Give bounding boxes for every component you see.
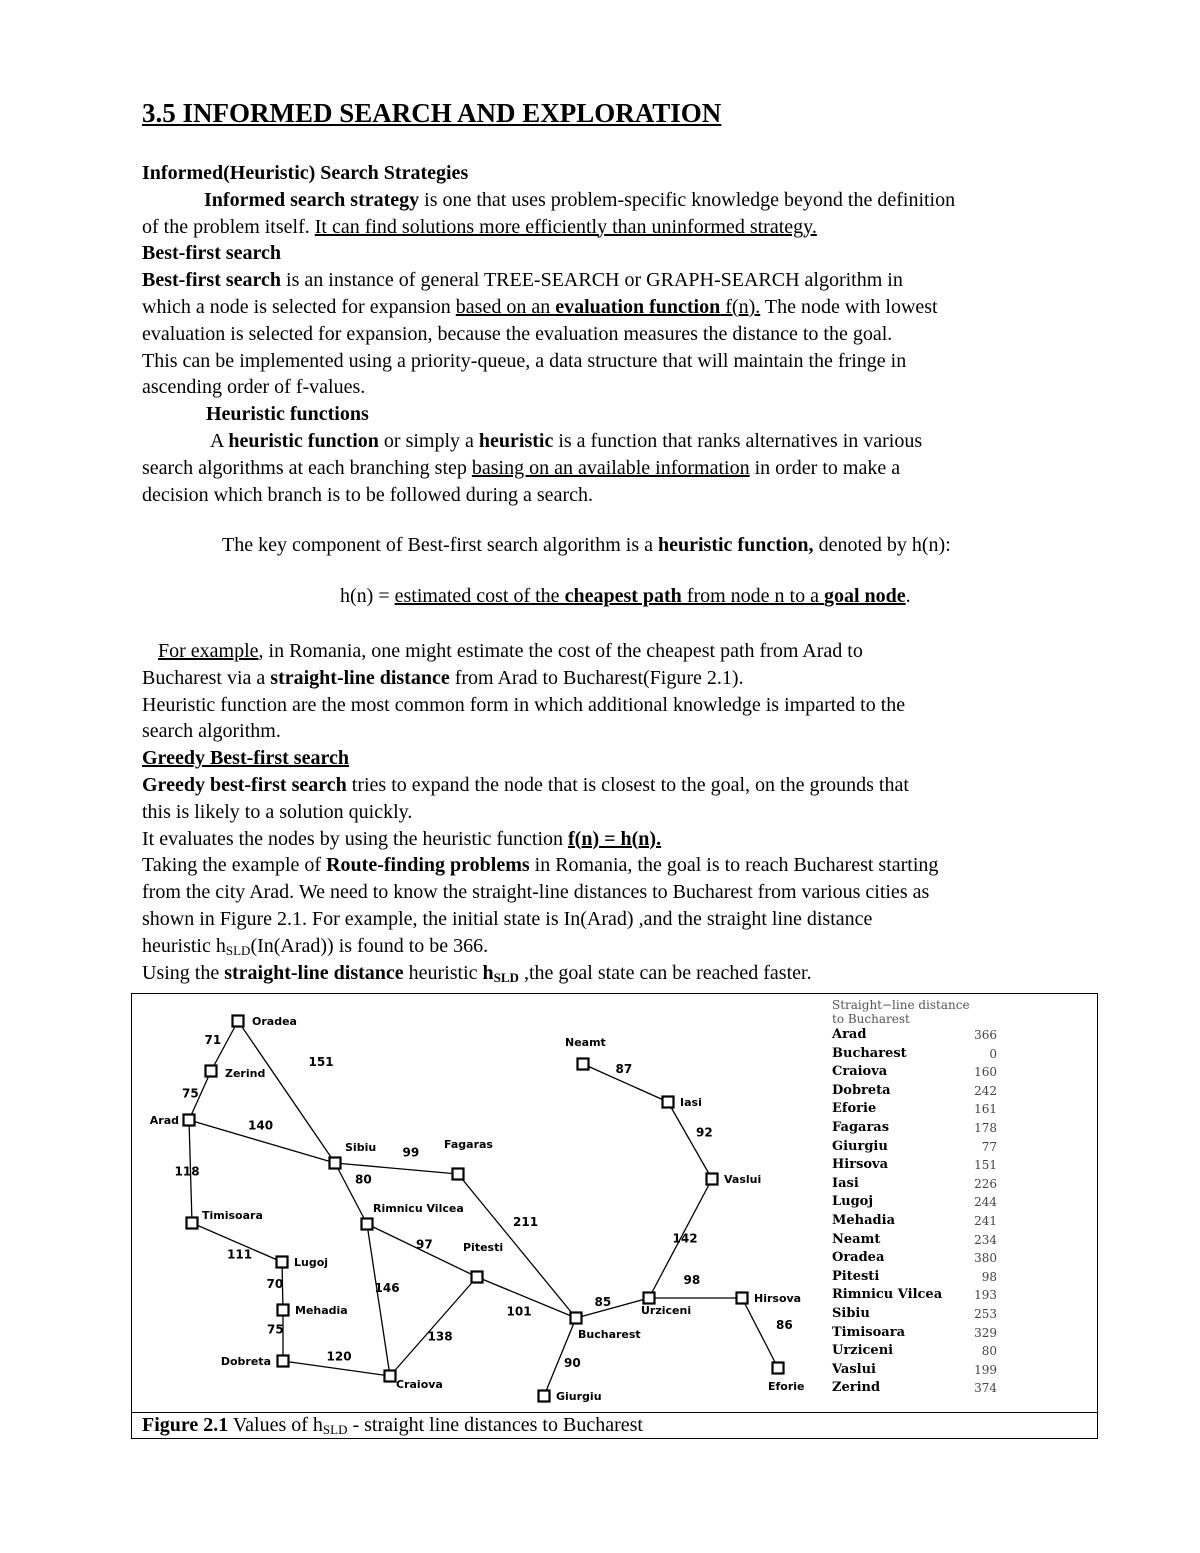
sld-city: Timisoara bbox=[832, 1324, 905, 1340]
road-distance-label: 97 bbox=[416, 1237, 433, 1252]
city-node bbox=[453, 1169, 464, 1180]
sld-city: Eforie bbox=[832, 1101, 877, 1117]
sld-table-header: to Bucharest bbox=[832, 1012, 910, 1026]
informed-search-term: Informed search strategy bbox=[204, 188, 420, 211]
sld-row bbox=[832, 1063, 997, 1082]
map-road bbox=[668, 1102, 712, 1179]
sld-city: Pitesti bbox=[832, 1268, 880, 1284]
underlined-text: basing on an available information bbox=[471, 456, 750, 479]
paragraph-text: The node with lowest bbox=[760, 295, 938, 318]
paragraph-text: The key component of Best-first search algorithm is a bbox=[222, 534, 658, 557]
sld-value: 241 bbox=[974, 1213, 997, 1228]
paragraph-text: This can be implemented using a priority-queue, a data structure that will maintain the fringe in bbox=[142, 349, 907, 372]
road-distance-label: 71 bbox=[204, 1033, 222, 1047]
sld-city: Rimnicu Vilcea bbox=[832, 1287, 943, 1303]
paragraph-text: (In(Arad)) is found to be 366. bbox=[250, 934, 489, 957]
paragraph-text: is an instance of general TREE-SEARCH or GRAPH-SEARCH algorithm in bbox=[281, 269, 903, 292]
evaluation-function-term: evaluation function bbox=[555, 295, 721, 318]
city-node bbox=[385, 1371, 396, 1382]
sld-value: 253 bbox=[974, 1306, 997, 1321]
sld-value: 178 bbox=[974, 1120, 997, 1135]
paragraph-text: is a function that ranks alternatives in various bbox=[553, 429, 923, 452]
heuristic-function-term: heuristic function, bbox=[658, 534, 814, 557]
road-distance-label: 87 bbox=[615, 1062, 633, 1076]
city-node bbox=[184, 1115, 195, 1126]
caption-text: Values of h bbox=[228, 1414, 323, 1436]
sld-value: 0 bbox=[989, 1046, 997, 1061]
sld-city: Craiova bbox=[832, 1064, 888, 1080]
road-distance-label: 146 bbox=[374, 1281, 400, 1295]
city-node bbox=[539, 1391, 550, 1402]
paragraph-text: from Arad to Bucharest(Figure 2.1). bbox=[449, 666, 744, 689]
sld-value: 160 bbox=[974, 1065, 997, 1080]
paragraph-text: A bbox=[210, 429, 229, 452]
sld-row bbox=[832, 1175, 997, 1194]
underlined-text: f(n). bbox=[720, 295, 761, 318]
city-label: Fagaras bbox=[444, 1138, 493, 1151]
paragraph-text: denoted by h(n): bbox=[813, 534, 951, 557]
city-label: Oradea bbox=[252, 1015, 297, 1028]
road-distance-label: 142 bbox=[672, 1231, 698, 1246]
road-distance-label: 75 bbox=[267, 1322, 284, 1337]
hsld-term: h bbox=[482, 961, 494, 984]
heuristic-term: heuristic bbox=[478, 429, 554, 452]
city-label: Bucharest bbox=[578, 1328, 641, 1341]
city-node bbox=[571, 1313, 582, 1324]
sld-row bbox=[832, 1231, 997, 1250]
paragraph-text: ,the goal state can be reached faster. bbox=[518, 961, 812, 984]
sld-city: Vaslui bbox=[832, 1361, 876, 1377]
city-label: Giurgiu bbox=[556, 1390, 602, 1403]
city-label: Arad bbox=[149, 1114, 179, 1127]
page-title: 3.5 INFORMED SEARCH AND EXPLORATION bbox=[142, 98, 722, 128]
sld-row bbox=[832, 1286, 997, 1305]
road-distance-label: 98 bbox=[683, 1273, 701, 1287]
paragraph-text: Taking the example of bbox=[142, 854, 327, 877]
sld-city: Bucharest bbox=[832, 1045, 907, 1061]
city-label: Iasi bbox=[680, 1096, 702, 1109]
subscript: SLD bbox=[493, 969, 519, 985]
paragraph-text: , in Romania, one might estimate the cost of the cheapest path from Arad to bbox=[258, 639, 863, 662]
sld-value: 329 bbox=[974, 1325, 997, 1340]
underlined-text: based on an bbox=[455, 295, 556, 318]
city-label: Lugoj bbox=[294, 1256, 329, 1269]
city-node bbox=[737, 1293, 748, 1304]
heuristic-heading: Heuristic functions bbox=[206, 403, 369, 426]
sld-value: 193 bbox=[974, 1288, 997, 1303]
city-label: Mehadia bbox=[295, 1304, 348, 1317]
road-distance-label: 138 bbox=[427, 1329, 453, 1344]
sld-value: 77 bbox=[981, 1139, 997, 1154]
city-label: Timisoara bbox=[202, 1209, 263, 1222]
city-node bbox=[644, 1293, 655, 1304]
sld-row bbox=[832, 1082, 997, 1101]
paragraph-text: or simply a bbox=[378, 429, 479, 452]
city-label: Dobreta bbox=[220, 1355, 271, 1368]
city-label: Sibiu bbox=[345, 1141, 377, 1154]
road-distance-label: 140 bbox=[248, 1118, 274, 1133]
city-label: Urziceni bbox=[641, 1304, 692, 1317]
city-label: Neamt bbox=[565, 1036, 606, 1049]
city-node bbox=[277, 1257, 288, 1268]
road-distance-label: 75 bbox=[182, 1086, 199, 1101]
sld-value: 366 bbox=[974, 1028, 997, 1042]
city-label: Hirsova bbox=[754, 1292, 802, 1305]
paragraph-text: from the city Arad. We need to know the straight-line distances to Bucharest from various cities as bbox=[142, 881, 930, 904]
paragraph-text: ascending order of f-values. bbox=[142, 376, 366, 399]
sld-row bbox=[832, 1342, 997, 1361]
formula-bold: goal node bbox=[823, 585, 906, 608]
city-node bbox=[663, 1097, 674, 1108]
greedy-heading: Greedy Best-first search bbox=[142, 747, 349, 770]
sld-value: 380 bbox=[974, 1251, 997, 1266]
city-node bbox=[362, 1219, 373, 1230]
road-distance-label: 118 bbox=[174, 1164, 200, 1179]
sld-row bbox=[832, 1249, 997, 1268]
caption-text: - straight line distances to Bucharest bbox=[347, 1414, 643, 1436]
road-distance-label: 111 bbox=[227, 1247, 253, 1262]
underlined-text: For example bbox=[158, 639, 259, 662]
sld-city: Urziceni bbox=[832, 1343, 894, 1359]
city-node bbox=[206, 1066, 217, 1077]
city-label: Vaslui bbox=[724, 1173, 762, 1186]
sld-row bbox=[832, 1138, 997, 1157]
city-node bbox=[707, 1174, 718, 1185]
sld-city: Iasi bbox=[832, 1175, 859, 1191]
map-road bbox=[742, 1298, 778, 1368]
sld-value: 226 bbox=[974, 1176, 997, 1191]
paragraph-text: Using the bbox=[142, 961, 225, 984]
sld-city: Hirsova bbox=[832, 1157, 889, 1173]
paragraph-text: Bucharest via a bbox=[142, 666, 271, 689]
subscript: SLD bbox=[225, 942, 251, 958]
paragraph-text: heuristic h bbox=[142, 934, 226, 957]
paragraph-text: which a node is selected for expansion bbox=[142, 295, 456, 318]
bfs-heading: Best-first search bbox=[142, 242, 282, 265]
road-distance-label: 151 bbox=[308, 1055, 334, 1069]
sld-row bbox=[832, 1379, 997, 1398]
formula-text: from node n to a bbox=[681, 585, 824, 608]
sld-term: straight-line distance bbox=[270, 666, 450, 689]
document-body bbox=[142, 160, 1082, 986]
city-node bbox=[330, 1158, 341, 1169]
sld-table-header: Straight−line distance bbox=[832, 998, 970, 1012]
formula-bold: cheapest path bbox=[564, 585, 682, 608]
paragraph-text: is one that uses problem-specific knowledge beyond the definition bbox=[419, 188, 956, 211]
city-label: Craiova bbox=[396, 1378, 443, 1391]
road-distance-label: 86 bbox=[776, 1318, 793, 1332]
sld-city: Dobreta bbox=[832, 1082, 891, 1098]
formula-text: . bbox=[905, 585, 911, 608]
road-distance-label: 211 bbox=[513, 1215, 539, 1229]
city-label: Eforie bbox=[768, 1380, 805, 1393]
paragraph-text: tries to expand the node that is closest to the goal, on the grounds that bbox=[346, 773, 909, 796]
city-label: Rimnicu Vilcea bbox=[373, 1202, 464, 1215]
sld-row bbox=[832, 1193, 997, 1212]
sld-row bbox=[832, 1268, 997, 1287]
road-distance-label: 80 bbox=[355, 1172, 372, 1187]
sld-row bbox=[832, 1045, 997, 1064]
sld-city: Neamt bbox=[832, 1231, 881, 1247]
sld-city: Oradea bbox=[832, 1250, 885, 1266]
road-distance-label: 70 bbox=[266, 1277, 284, 1291]
map-road bbox=[390, 1277, 477, 1376]
city-node bbox=[472, 1272, 483, 1283]
subscript: SLD bbox=[322, 1422, 348, 1437]
map-road bbox=[367, 1224, 390, 1376]
map-road bbox=[335, 1163, 458, 1174]
road-distance-label: 92 bbox=[696, 1125, 713, 1140]
paragraph-text: in order to make a bbox=[749, 456, 901, 479]
paragraph-text: search algorithms at each branching step bbox=[142, 456, 472, 479]
sld-term: straight-line distance bbox=[224, 961, 404, 984]
sld-city: Lugoj bbox=[832, 1194, 874, 1210]
formula-text: estimated cost of the bbox=[394, 585, 565, 608]
greedy-term: Greedy best-first search bbox=[142, 773, 347, 796]
formula bbox=[142, 583, 1082, 610]
route-finding-term: Route-finding problems bbox=[326, 854, 530, 877]
sld-value: 244 bbox=[974, 1195, 997, 1210]
map-road bbox=[238, 1021, 335, 1163]
city-node bbox=[773, 1363, 784, 1374]
paragraph-text: in Romania, the goal is to reach Bucharest starting bbox=[529, 854, 939, 877]
sld-row bbox=[832, 1212, 997, 1231]
paragraph-text: shown in Figure 2.1. For example, the initial state is In(Arad) ,and the straight line distance bbox=[142, 907, 873, 930]
sld-row bbox=[832, 1156, 997, 1175]
paragraph-text: this is likely to a solution quickly. bbox=[142, 800, 413, 823]
sld-city: Giurgiu bbox=[832, 1138, 888, 1154]
figure-caption bbox=[132, 1412, 1097, 1438]
road-distance-label: 90 bbox=[564, 1356, 581, 1370]
sld-value: 161 bbox=[974, 1102, 997, 1117]
sld-city: Mehadia bbox=[832, 1212, 895, 1228]
city-node bbox=[233, 1016, 244, 1027]
sld-row bbox=[832, 1100, 997, 1119]
sld-row bbox=[832, 1305, 997, 1324]
greedy-formula: f(n) = h(n). bbox=[568, 827, 662, 850]
paragraph-text: evaluation is selected for expansion, because the evaluation measures the distance to the goal. bbox=[142, 322, 893, 345]
sld-city: Arad bbox=[832, 1027, 867, 1042]
sld-city: Sibiu bbox=[832, 1305, 870, 1321]
sld-city: Fagaras bbox=[832, 1119, 890, 1135]
map-road bbox=[576, 1298, 649, 1318]
paragraph-text: heuristic bbox=[403, 961, 483, 984]
city-label: Zerind bbox=[225, 1067, 266, 1080]
paragraph-text: search algorithm. bbox=[142, 720, 281, 743]
city-node bbox=[578, 1059, 589, 1070]
underlined-text: It can find solutions more efficiently than uninformed strategy. bbox=[314, 215, 817, 238]
formula-lhs: h(n) = bbox=[340, 585, 395, 608]
city-node bbox=[187, 1218, 198, 1229]
road-distance-label: 101 bbox=[506, 1304, 532, 1319]
heuristic-function-term: heuristic function bbox=[228, 429, 379, 452]
sld-row bbox=[832, 1324, 997, 1343]
sld-value: 80 bbox=[981, 1344, 997, 1359]
section-heading: Informed(Heuristic) Search Strategies bbox=[142, 162, 469, 184]
caption-label: Figure 2.1 bbox=[142, 1414, 229, 1436]
sld-row bbox=[832, 1361, 997, 1380]
sld-value: 234 bbox=[974, 1232, 997, 1247]
sld-row bbox=[832, 1026, 997, 1045]
romania-map-figure bbox=[131, 993, 1098, 1439]
sld-value: 98 bbox=[981, 1269, 997, 1284]
city-node bbox=[278, 1356, 289, 1367]
sld-city: Zerind bbox=[832, 1380, 881, 1396]
city-node bbox=[278, 1305, 289, 1316]
paragraph-text: of the problem itself. bbox=[142, 215, 315, 238]
road-distance-label: 85 bbox=[594, 1295, 612, 1309]
sld-row bbox=[832, 1119, 997, 1138]
sld-table bbox=[832, 998, 997, 1398]
sld-value: 374 bbox=[974, 1381, 997, 1396]
paragraph-text: decision which branch is to be followed during a search. bbox=[142, 483, 593, 506]
bfs-term: Best-first search bbox=[142, 269, 282, 292]
paragraph-text: Heuristic function are the most common form in which additional knowledge is imparted to the bbox=[142, 693, 906, 716]
road-distance-label: 120 bbox=[326, 1349, 352, 1364]
sld-value: 199 bbox=[974, 1362, 997, 1377]
city-label: Pitesti bbox=[463, 1241, 504, 1254]
sld-value: 151 bbox=[974, 1158, 997, 1173]
road-distance-label: 99 bbox=[402, 1145, 420, 1160]
sld-value: 242 bbox=[974, 1083, 997, 1098]
paragraph-text: It evaluates the nodes by using the heuristic function bbox=[142, 827, 569, 850]
